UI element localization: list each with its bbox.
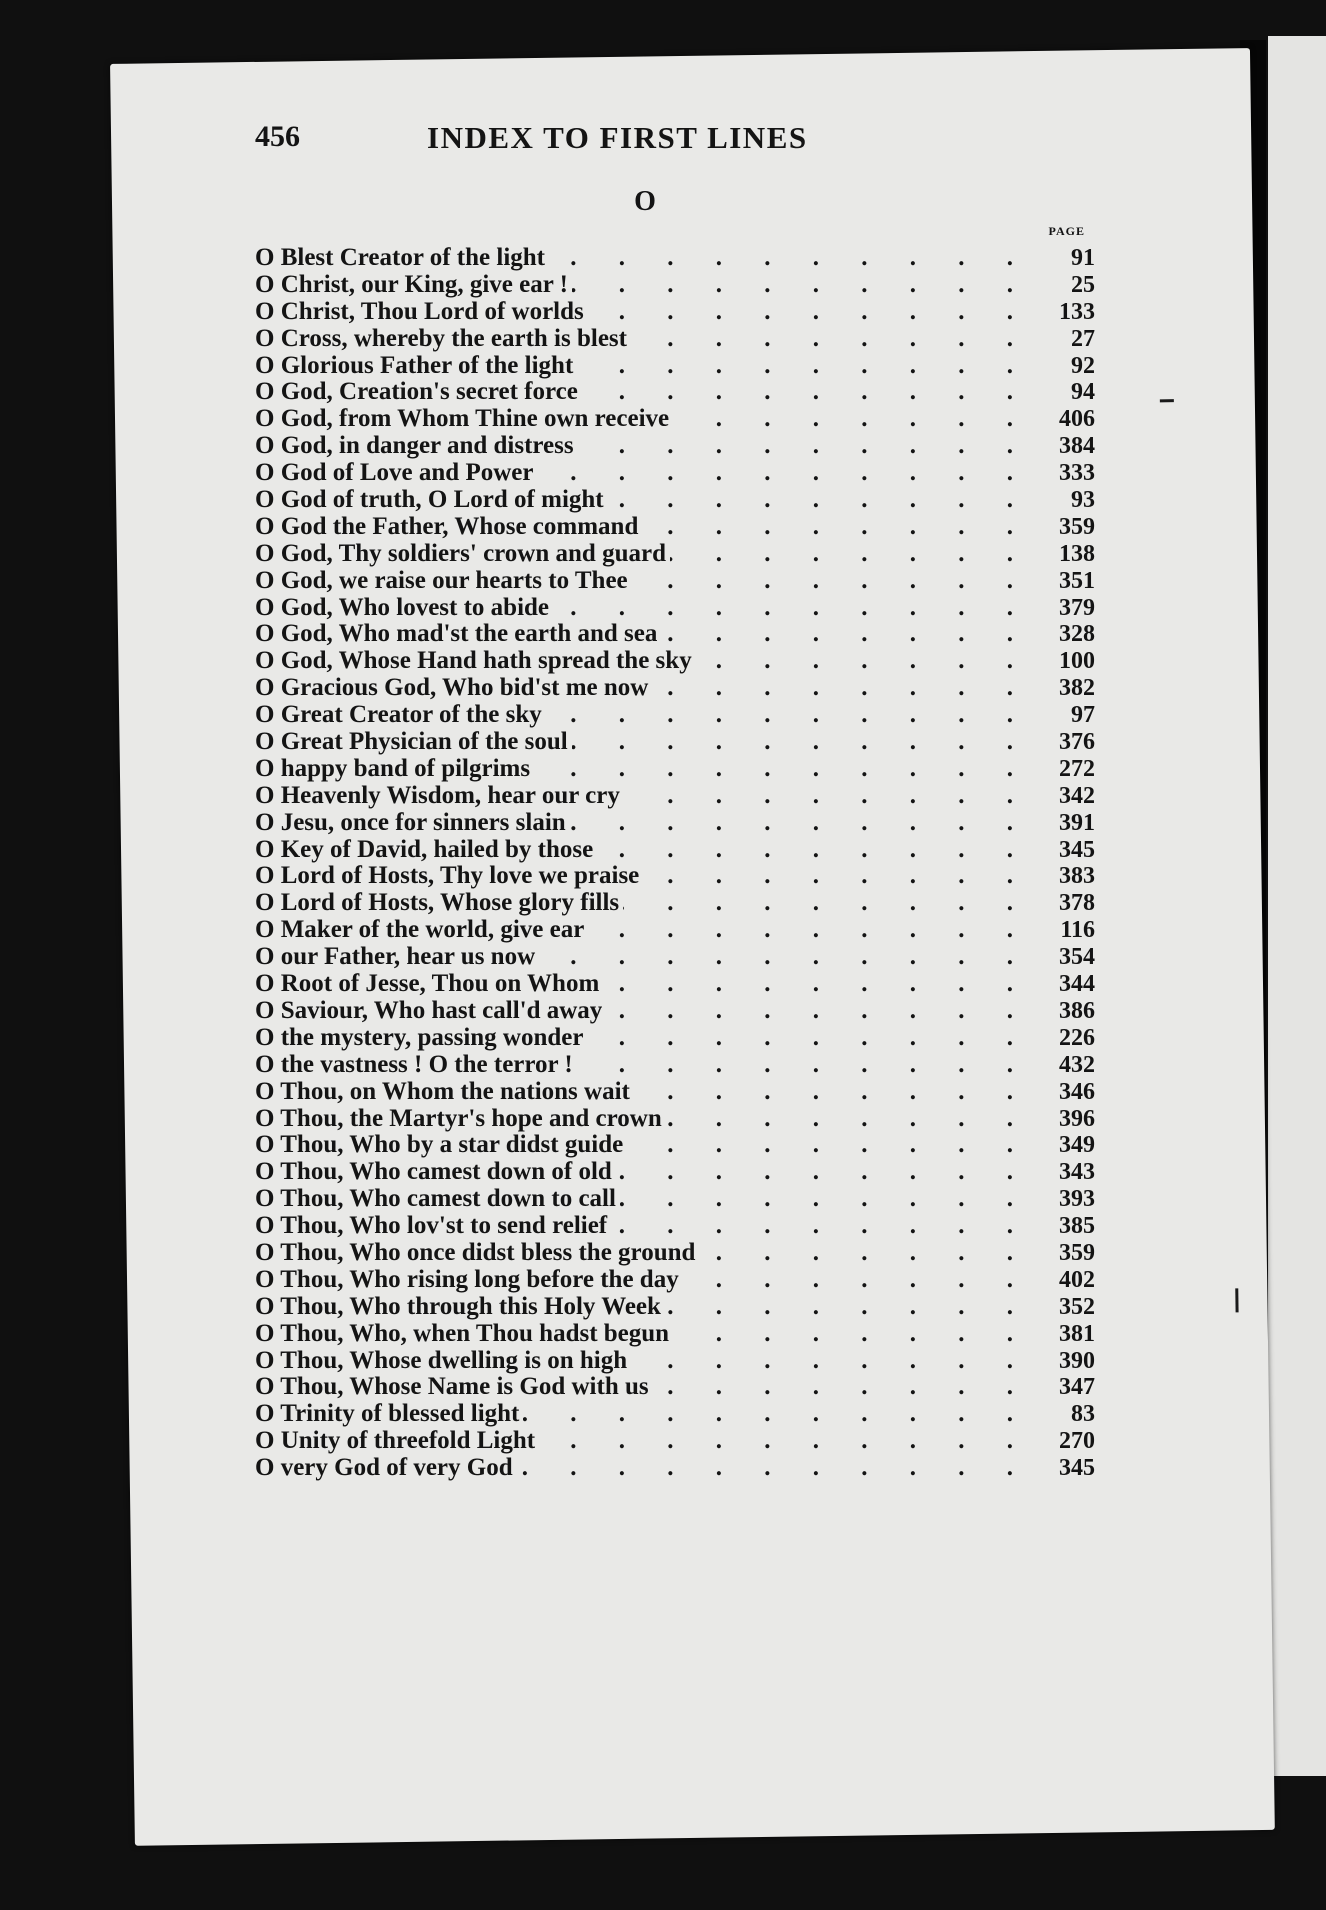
dot-leader xyxy=(578,432,1031,460)
dot-leader xyxy=(620,1185,1031,1213)
dot-leader xyxy=(588,298,1031,326)
entry-first-line: O Unity of threefold Light xyxy=(255,1427,536,1455)
index-entry xyxy=(255,244,1095,271)
entry-page-number: 349 xyxy=(1059,1132,1095,1159)
entry-first-line: O Christ, our King, give ear ! xyxy=(255,270,568,298)
index-entry xyxy=(255,405,1095,432)
entry-page-number: 382 xyxy=(1059,675,1095,702)
entry-page-number: 379 xyxy=(1059,594,1095,621)
entry-first-line: O God, Who lovest to abide xyxy=(255,593,550,621)
dot-leader xyxy=(653,1373,1031,1401)
entry-page-number: 352 xyxy=(1059,1293,1095,1320)
entry-page-number: 344 xyxy=(1059,971,1095,998)
entry-first-line: O Thou, Who lov'st to send relief xyxy=(255,1212,608,1240)
entry-page-number: 354 xyxy=(1059,944,1095,971)
entry-first-line: O Thou, Whose Name is God with us xyxy=(255,1373,649,1401)
dot-leader xyxy=(616,1158,1031,1186)
index-entry xyxy=(255,997,1095,1024)
index-entry xyxy=(255,325,1095,352)
index-entry xyxy=(255,809,1095,836)
entry-page-number: 378 xyxy=(1059,890,1095,917)
index-entry xyxy=(255,647,1095,674)
entry-page-number: 333 xyxy=(1059,460,1095,487)
dot-leader xyxy=(623,889,1031,917)
dot-leader xyxy=(699,1239,1031,1267)
entry-page-number: 83 xyxy=(1071,1401,1095,1428)
dot-leader xyxy=(588,916,1031,944)
entry-page-number: 390 xyxy=(1059,1347,1095,1374)
index-entry xyxy=(255,1131,1095,1158)
index-entry xyxy=(255,701,1095,728)
entry-page-number: 432 xyxy=(1059,1051,1095,1078)
section-letter: O xyxy=(634,186,656,217)
entry-page-number: 384 xyxy=(1059,433,1095,460)
index-entry xyxy=(255,889,1095,916)
dot-leader xyxy=(539,1427,1031,1455)
entry-page-number: 391 xyxy=(1059,809,1095,836)
dot-leader xyxy=(546,701,1031,729)
dot-leader xyxy=(642,513,1031,541)
index-entry xyxy=(255,1105,1095,1132)
entry-page-number: 27 xyxy=(1071,325,1095,352)
entry-first-line: O Heavenly Wisdom, hear our cry xyxy=(255,781,620,809)
stray-mark-tick xyxy=(1235,1288,1238,1312)
index-entry xyxy=(255,513,1095,540)
entry-page-number: 25 xyxy=(1071,271,1095,298)
entry-first-line: O Root of Jesse, Thou on Whom xyxy=(255,970,600,998)
entry-first-line: O Blest Creator of the light xyxy=(255,244,546,271)
entry-first-line: O God, Creation's secret force xyxy=(255,378,578,406)
entry-page-number: 328 xyxy=(1059,621,1095,648)
index-entry xyxy=(255,432,1095,459)
dot-leader xyxy=(631,325,1031,353)
entry-first-line: O the vastness ! O the terror ! xyxy=(255,1050,573,1078)
index-entry xyxy=(255,755,1095,782)
dot-leader xyxy=(537,459,1031,487)
index-entry xyxy=(255,540,1095,567)
dot-leader xyxy=(627,1131,1031,1159)
entry-page-number: 133 xyxy=(1059,298,1095,325)
entry-first-line: O the mystery, passing wonder xyxy=(255,1023,584,1051)
entry-page-number: 94 xyxy=(1071,379,1095,406)
dot-leader xyxy=(606,997,1031,1025)
entry-page-number: 359 xyxy=(1059,1239,1095,1266)
entry-first-line: O Cross, whereby the earth is blest xyxy=(255,324,627,352)
index-entry xyxy=(255,1454,1095,1481)
dot-leader xyxy=(549,244,1031,272)
dot-leader xyxy=(673,1320,1031,1348)
dot-leader xyxy=(577,1051,1031,1079)
index-entry xyxy=(255,1078,1095,1105)
dot-leader xyxy=(652,674,1031,702)
index-entry xyxy=(255,1347,1095,1374)
index-entry xyxy=(255,1212,1095,1239)
dot-leader xyxy=(673,405,1031,433)
index-entry xyxy=(255,1051,1095,1078)
facing-page-edge xyxy=(1268,36,1326,1776)
entry-first-line: O God, in danger and distress xyxy=(255,432,574,460)
entry-first-line: O Thou, Who through this Holy Week xyxy=(255,1292,661,1320)
index-entry xyxy=(255,1024,1095,1051)
dot-leader xyxy=(539,943,1031,971)
index-entry xyxy=(255,674,1095,701)
index-entry xyxy=(255,1239,1095,1266)
index-entry xyxy=(255,378,1095,405)
index-entry xyxy=(255,943,1095,970)
dot-leader xyxy=(670,540,1031,568)
entry-first-line: O Thou, the Martyr's hope and crown xyxy=(255,1104,662,1132)
index-entry xyxy=(255,782,1095,809)
dot-leader xyxy=(666,1105,1031,1133)
entry-page-number: 100 xyxy=(1059,648,1095,675)
dot-leader xyxy=(632,567,1031,595)
index-entry xyxy=(255,620,1095,647)
dot-leader xyxy=(665,1293,1031,1321)
entry-first-line: O Glorious Father of the light xyxy=(255,351,574,379)
dot-leader xyxy=(582,378,1031,406)
entry-page-number: 116 xyxy=(1060,917,1095,944)
entry-first-line: O happy band of pilgrims xyxy=(255,754,531,782)
index-entry xyxy=(255,594,1095,621)
dot-leader xyxy=(661,620,1031,648)
entry-page-number: 342 xyxy=(1059,782,1095,809)
dot-leader xyxy=(570,809,1031,837)
page-column-label: PAGE xyxy=(1048,224,1085,238)
dot-leader xyxy=(577,352,1031,380)
index-entry xyxy=(255,567,1095,594)
entry-page-number: 359 xyxy=(1059,513,1095,540)
entry-first-line: O Thou, Who camest down to call xyxy=(255,1185,616,1213)
entry-first-line: O God, from Whom Thine own receive xyxy=(255,405,670,433)
entry-first-line: O God of Love and Power xyxy=(255,459,534,487)
index-entry xyxy=(255,862,1095,889)
running-title: INDEX TO FIRST LINES xyxy=(427,120,808,155)
entry-first-line: O Thou, Who rising long before the day xyxy=(255,1265,679,1293)
index-entry xyxy=(255,1266,1095,1293)
entry-first-line: O Maker of the world, give ear xyxy=(255,916,585,944)
index-entry xyxy=(255,459,1095,486)
entry-first-line: O Great Physician of the soul xyxy=(255,728,568,756)
entry-first-line: O God of truth, O Lord of might xyxy=(255,486,604,514)
entry-page-number: 386 xyxy=(1059,997,1095,1024)
dot-leader xyxy=(631,1347,1031,1375)
index-entry xyxy=(255,836,1095,863)
entry-first-line: O God, we raise our hearts to Thee xyxy=(255,566,628,594)
index-entry xyxy=(255,1158,1095,1185)
entry-first-line: O Lord of Hosts, Thy love we praise xyxy=(255,862,640,890)
page-header xyxy=(255,120,1165,164)
index-entry xyxy=(255,298,1095,325)
index-entry xyxy=(255,271,1095,298)
entry-page-number: 376 xyxy=(1059,729,1095,756)
entry-page-number: 272 xyxy=(1059,755,1095,782)
dot-leader xyxy=(517,1454,1031,1482)
entry-page-number: 270 xyxy=(1059,1428,1095,1455)
index-entry xyxy=(255,1427,1095,1454)
index-entry xyxy=(255,728,1095,755)
entry-page-number: 92 xyxy=(1071,352,1095,379)
index-entry xyxy=(255,1400,1095,1427)
entry-first-line: O Thou, Who by a star didst guide xyxy=(255,1131,624,1159)
entry-page-number: 345 xyxy=(1059,836,1095,863)
entry-page-number: 97 xyxy=(1071,702,1095,729)
entry-first-line: O Jesu, once for sinners slain xyxy=(255,808,566,836)
entry-first-line: O very God of very God xyxy=(255,1454,513,1482)
index-entry xyxy=(255,1293,1095,1320)
entry-first-line: O Thou, Whose dwelling is on high xyxy=(255,1346,628,1374)
entry-first-line: O Thou, Who, when Thou hadst begun xyxy=(255,1319,670,1347)
entry-page-number: 402 xyxy=(1059,1266,1095,1293)
entry-first-line: O Thou, Who camest down of old xyxy=(255,1158,612,1186)
index-entry xyxy=(255,916,1095,943)
entry-first-line: O our Father, hear us now xyxy=(255,943,536,971)
dot-leader xyxy=(534,755,1031,783)
entry-page-number: 91 xyxy=(1071,245,1095,271)
entry-page-number: 138 xyxy=(1059,540,1095,567)
entry-first-line: O God, Whose Hand hath spread the sky xyxy=(255,647,692,675)
dot-leader xyxy=(608,486,1031,514)
dot-leader xyxy=(597,836,1031,864)
entry-first-line: O God, Who mad'st the earth and sea xyxy=(255,620,658,648)
entry-first-line: O Gracious God, Who bid'st me now xyxy=(255,674,649,702)
entry-page-number: 383 xyxy=(1059,863,1095,890)
entry-page-number: 406 xyxy=(1059,406,1095,433)
index-entry xyxy=(255,486,1095,513)
index-entry xyxy=(255,1373,1095,1400)
dot-leader xyxy=(624,782,1031,810)
entry-page-number: 393 xyxy=(1059,1186,1095,1213)
dot-leader xyxy=(696,647,1031,675)
dot-leader xyxy=(634,1078,1031,1106)
entry-page-number: 226 xyxy=(1059,1024,1095,1051)
index-entry xyxy=(255,1185,1095,1212)
entry-page-number: 343 xyxy=(1059,1159,1095,1186)
dot-leader xyxy=(603,970,1031,998)
entry-first-line: O Key of David, hailed by those xyxy=(255,835,594,863)
dot-leader xyxy=(572,271,1031,299)
entry-first-line: O Thou, Who once didst bless the ground xyxy=(255,1238,696,1266)
entry-page-number: 385 xyxy=(1059,1213,1095,1240)
entry-page-number: 346 xyxy=(1059,1078,1095,1105)
page-content xyxy=(255,120,1165,1481)
dot-leader xyxy=(611,1212,1031,1240)
dot-leader xyxy=(572,728,1031,756)
index-entry xyxy=(255,1320,1095,1347)
dot-leader xyxy=(523,1400,1031,1428)
entry-page-number: 93 xyxy=(1071,487,1095,514)
entry-first-line: O Saviour, Who hast call'd away xyxy=(255,996,603,1024)
first-lines-list xyxy=(255,244,1095,1481)
entry-page-number: 351 xyxy=(1059,567,1095,594)
entry-first-line: O Christ, Thou Lord of worlds xyxy=(255,297,584,325)
dot-leader xyxy=(553,594,1031,622)
entry-first-line: O Lord of Hosts, Whose glory fills xyxy=(255,889,620,917)
entry-page-number: 396 xyxy=(1059,1105,1095,1132)
entry-first-line: O God the Father, Whose command xyxy=(255,512,639,540)
dot-leader xyxy=(643,862,1031,890)
index-entry xyxy=(255,352,1095,379)
dot-leader xyxy=(683,1266,1031,1294)
index-entry xyxy=(255,970,1095,997)
entry-page-number: 347 xyxy=(1059,1374,1095,1401)
entry-page-number: 345 xyxy=(1059,1455,1095,1482)
entry-first-line: O Thou, on Whom the nations wait xyxy=(255,1077,630,1105)
dot-leader xyxy=(587,1024,1031,1052)
entry-first-line: O Great Creator of the sky xyxy=(255,701,542,729)
page-number: 456 xyxy=(255,120,300,153)
entry-first-line: O God, Thy soldiers' crown and guard xyxy=(255,539,666,567)
entry-page-number: 381 xyxy=(1059,1320,1095,1347)
entry-first-line: O Trinity of blessed light xyxy=(255,1400,520,1428)
